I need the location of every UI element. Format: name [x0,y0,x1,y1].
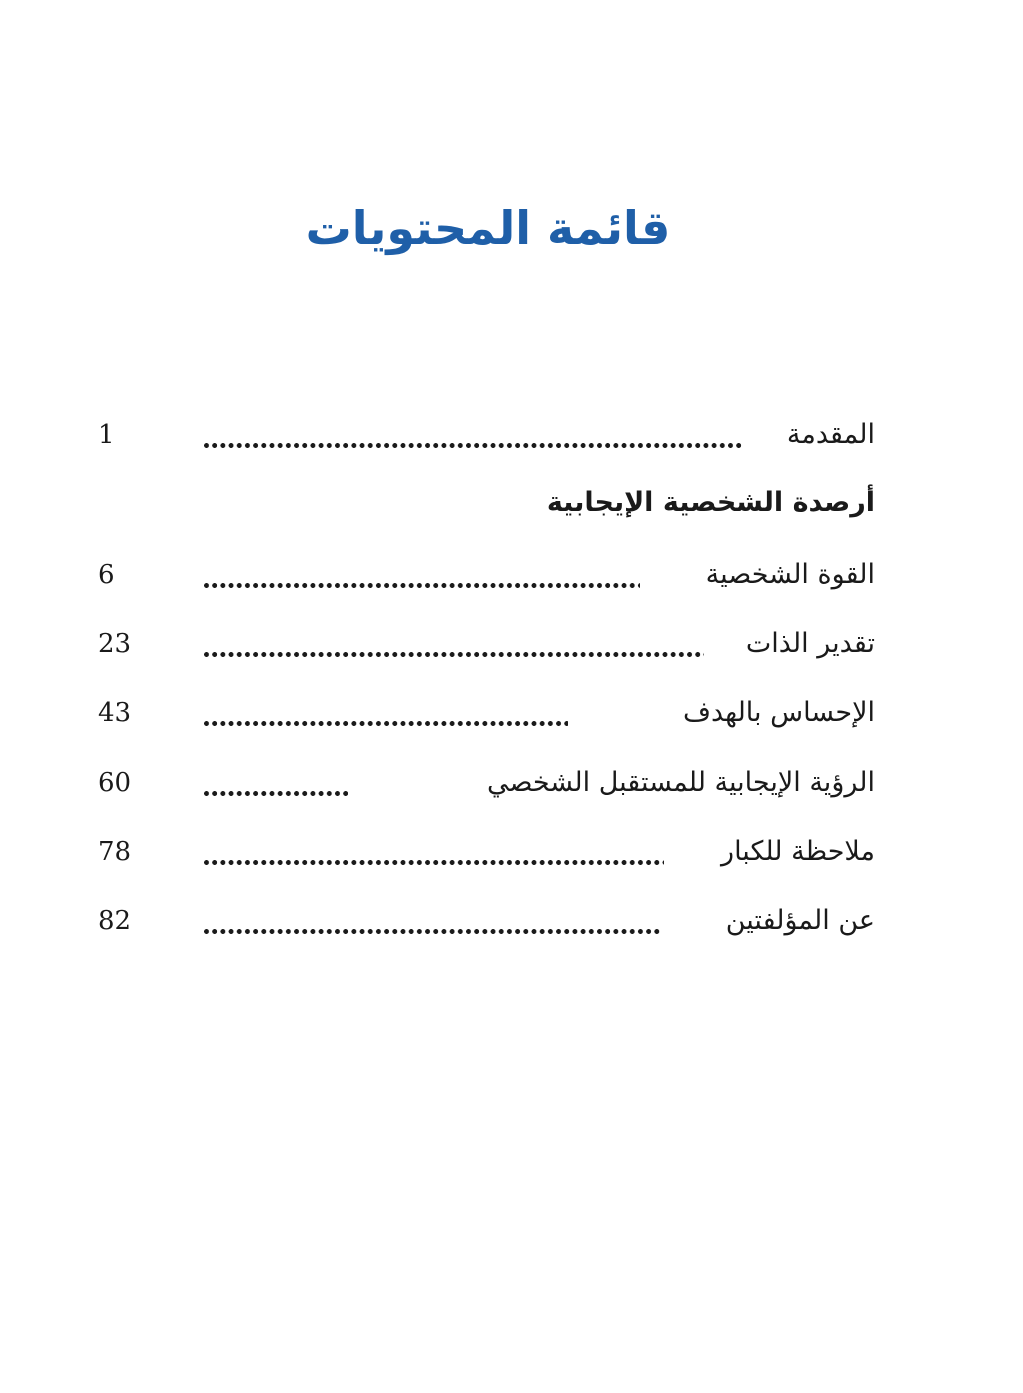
page-number: 1 [98,420,115,450]
toc-entry-self-esteem[interactable] [0,621,1023,667]
page-number: 78 [98,837,132,867]
dot-leader [204,583,640,588]
entry-title: الرؤية الإيجابية للمستقبل الشخصي [486,767,875,798]
dot-leader [204,443,744,448]
page-title: قائمة المحتويات [305,201,671,255]
dot-leader [204,652,704,657]
entry-title: القوة الشخصية [705,559,875,590]
entry-title: تقدير الذات [745,628,875,659]
entry-title: المقدمة [786,419,875,450]
page-number: 82 [98,906,132,936]
page-number: 60 [98,768,132,798]
toc-entry-sense-of-purpose[interactable] [0,690,1023,736]
dot-leader [204,721,568,726]
entry-title: عن المؤلفتين [725,905,875,936]
toc-section-heading[interactable] [0,480,1023,526]
page-number: 23 [98,629,132,659]
dot-leader [204,860,664,865]
toc-entry-positive-vision[interactable] [0,760,1023,806]
dot-leader [204,791,348,796]
dot-leader [204,929,660,934]
toc-entry-introduction[interactable] [0,412,1023,458]
toc-entry-about-authors[interactable] [0,898,1023,944]
section-title: أرصدة الشخصية الإيجابية [546,487,875,518]
toc-entry-note-for-adults[interactable] [0,829,1023,875]
page-number: 6 [98,560,115,590]
entry-title: الإحساس بالهدف [682,697,875,728]
entry-title: ملاحظة للكبار [721,836,875,867]
page-number: 43 [98,698,132,728]
toc-entry-personal-strength[interactable] [0,552,1023,598]
